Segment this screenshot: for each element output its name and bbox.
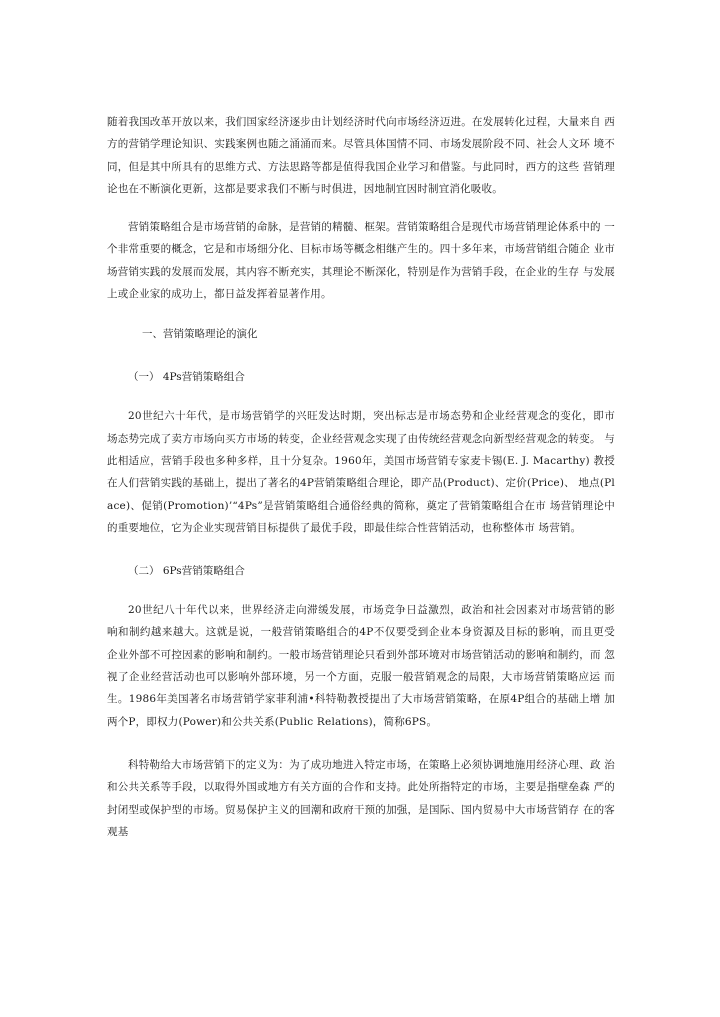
subsection-heading-6ps: （二） 6Ps营销策略组合 (128, 565, 245, 578)
paragraph-4ps: 20世纪六十年代，是市场营销学的兴旺发达时期，突出标志是市场态势和企业经营观念的变化，即市 场态势完成了卖方市场向买方市场的转变，企业经营观念实现了由传统经营观念向新型经营观念的转变。 与此相适应，营销手段也多种多样，且十分复杂。1960年，美国市场营销专家麦卡锡(E. J. Macarthy) 教授在人们营销实践的基础上，提出了著名的4P营销策略组合理论，即产品(Product)、定价(Price)、 地点(Place)、促销(Promotion)’“4Ps”是营销策略组合通俗经典的简称，奠定了营销策略组合在市 场营销理论中的重要地位，它为企业实现营销目标提供了最优手段，即最佳综合性营销活动，也称整体市 场营销。 (107, 410, 615, 534)
paragraph-intro: 随着我国改革开放以来，我们国家经济逐步由计划经济时代向市场经济迈进。在发展转化过程，大量来自 西方的营销学理论知识、实践案例也随之涌涌而来。尽管具体国情不同、市场发展阶段不同、社会人文环 境不同，但是其中所具有的思维方式、方法思路等都是值得我国企业学习和借鉴。与此同时，西方的这些 营销理论也在不断演化更新，这都是要求我们不断与时俱进，因地制宜因时制宜消化吸收。 (107, 116, 615, 195)
section-heading-evolution: 一、营销策略理论的演化 (142, 328, 258, 341)
document-body (107, 111, 615, 843)
paragraph-strategy-mix: 营销策略组合是市场营销的命脉，是营销的精髓、框架。营销策略组合是现代市场营销理论体系中的 一个非常重要的概念，它是和市场细分化、目标市场等概念相继产生的。四十多年来，市场营销组合随企 业市场营销实践的发展而发展，其内容不断充实，其理论不断深化，特别是作为营销手段，在企业的生存 与发展上或企业家的成功上，都日益发挥着显著作用。 (107, 221, 615, 301)
paragraph-6ps: 20世纪八十年代以来，世界经济走向滞缓发展，市场竞争日益激烈，政治和社会因素对市场营销的影 响和制约越来越大。这就是说，一般营销策略组合的4P不仅要受到企业本身资源及目标的影响，而且更受 企业外部不可控因素的影响和制约。一般市场营销理论只看到外部环境对市场营销活动的影响和制约，而 忽视了企业经营活动也可以影响外部环境，另一个方面，克服一般营销观念的局限，大市场营销策略应运 而生。1986年美国著名市场营销学家菲利浦•科特勒教授提出了大市场营销策略，在原4P组合的基础上增 加两个P，即权力(Power)和公共关系(Public Relations)，简称6PS。 (107, 604, 615, 728)
subsection-heading-4ps: （一） 4Ps营销策略组合 (128, 371, 245, 384)
paragraph-megamarketing: 科特勒给大市场营销下的定义为：为了成功地进入特定市场，在策略上必须协调地施用经济心理、政 治和公共关系等手段，以取得外国或地方有关方面的合作和支持。此处所指特定的市场，主要是指壁垒森 严的封闭型或保护型的市场。贸易保护主义的回潮和政府干预的加强，是国际、国内贸易中大市场营销存 在的客观基 (107, 758, 615, 838)
